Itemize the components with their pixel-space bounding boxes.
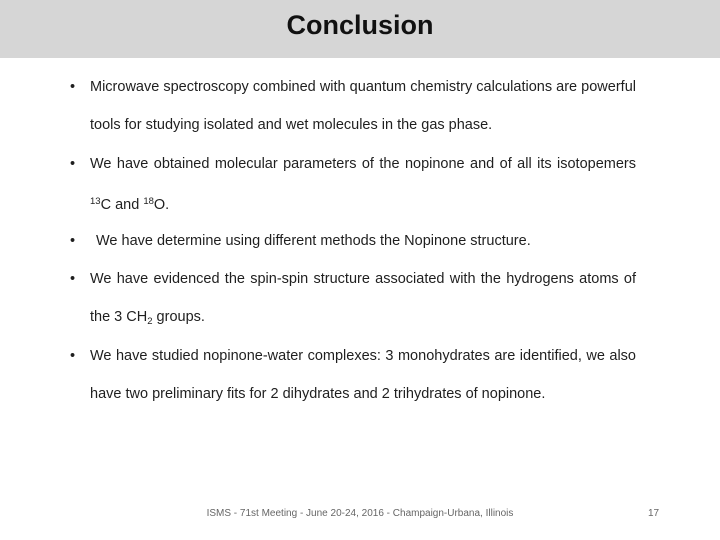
bullet-text-part: O. [153,197,170,213]
bullet-text: We have studied nopinone-water complexes: 3 monohydrates are identified, we also have two preliminary fits for 2 dihydrates and 2 trihydrates of nopinone. [90,348,636,402]
bullet-item [70,260,636,341]
isotope-superscript: 13 [90,196,101,207]
bullet-item [70,145,636,224]
bullet-item [70,337,636,413]
bullet-marker: • [70,156,76,172]
footer-text: ISMS - 71st Meeting - June 20-24, 2016 - Champaign-Urbana, Illinois [206,508,514,519]
bullet-marker: • [70,271,76,287]
bullet-item [70,68,636,144]
bullet-item [70,222,636,260]
bullet-text-part: C and [100,197,144,213]
bullet-text-part: We have obtained molecular parameters of the nopinone and of all its isotopemers [90,156,636,172]
bullet-text-part: We have evidenced the spin-spin structure associated with the hydrogens atoms of the 3 CH [90,271,636,325]
chemical-subscript: 2 [147,316,153,327]
bullet-text [90,145,636,224]
bullet-marker: • [70,79,76,95]
page-number: 17 [648,508,660,519]
bullet-text: Microwave spectroscopy combined with quantum chemistry calculations are powerful tools for studying isolated and wet molecules in the gas phase. [90,79,636,133]
bullet-text-part: groups. [152,309,205,325]
bullet-marker: • [70,233,76,249]
bullet-text [90,260,636,341]
bullet-marker: • [70,348,76,364]
slide-title: Conclusion [286,10,434,40]
bullet-text: We have determine using different methods the Nopinone structure. [96,233,531,249]
isotope-superscript: 18 [143,196,154,207]
